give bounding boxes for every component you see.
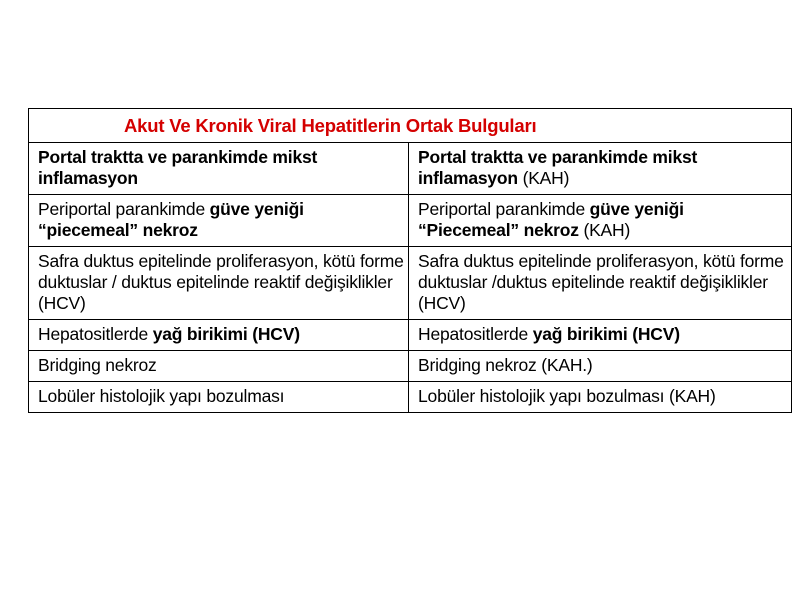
- findings-table: [28, 108, 792, 413]
- table-row: [29, 247, 792, 320]
- table-row: [29, 382, 792, 413]
- table-row: [29, 143, 792, 195]
- table-cell-right: [409, 195, 792, 247]
- cell-text: Bridging nekroz (KAH.): [418, 355, 593, 375]
- cell-text: Hepatositlerde: [38, 324, 153, 344]
- cell-text: Periportal parankimde: [418, 199, 590, 219]
- table-cell-right: [409, 143, 792, 195]
- table-row: [29, 351, 792, 382]
- cell-text: Bridging nekroz: [38, 355, 157, 375]
- cell-text: Lobüler histolojik yapı bozulması: [38, 386, 285, 406]
- cell-text: Periportal parankimde: [38, 199, 210, 219]
- cell-text: Safra duktus epitelinde proliferasyon, kötü forme duktuslar /duktus epitelinde reaktif değişiklikler (HCV): [418, 251, 784, 313]
- cell-bold-text: yağ birikimi (HCV): [152, 324, 300, 344]
- table-cell-right: [409, 351, 792, 382]
- cell-text: Lobüler histolojik yapı bozulması (KAH): [418, 386, 716, 406]
- table-cell-right: [409, 320, 792, 351]
- cell-bold-text: yağ birikimi (HCV): [532, 324, 680, 344]
- table-cell-left: [29, 382, 409, 413]
- table-cell-left: [29, 143, 409, 195]
- table-cell-left: [29, 195, 409, 247]
- cell-bold-text: güve yeniği “Piecemeal” nekroz: [418, 199, 684, 240]
- cell-text: Hepatositlerde: [418, 324, 533, 344]
- cell-text: (KAH): [517, 168, 570, 188]
- table-title: Akut Ve Kronik Viral Hepatitlerin Ortak Bulguları: [124, 115, 537, 136]
- cell-bold-text: Portal traktta ve parankimde mikst inflamasyon: [418, 147, 698, 188]
- cell-bold-text: Portal traktta ve parankimde mikst inflamasyon: [38, 147, 318, 188]
- table-title-cell: [29, 109, 792, 143]
- table-cell-right: [409, 247, 792, 320]
- table-row: [29, 320, 792, 351]
- table-cell-left: [29, 247, 409, 320]
- table-cell-right: [409, 382, 792, 413]
- cell-text: Safra duktus epitelinde proliferasyon, kötü forme duktuslar / duktus epitelinde reaktif değişiklikler (HCV): [38, 251, 404, 313]
- table-cell-left: [29, 320, 409, 351]
- cell-bold-text: güve yeniği “piecemeal” nekroz: [38, 199, 304, 240]
- table-title-row: [29, 109, 792, 143]
- table-row: [29, 195, 792, 247]
- table-cell-left: [29, 351, 409, 382]
- cell-text: (KAH): [578, 220, 631, 240]
